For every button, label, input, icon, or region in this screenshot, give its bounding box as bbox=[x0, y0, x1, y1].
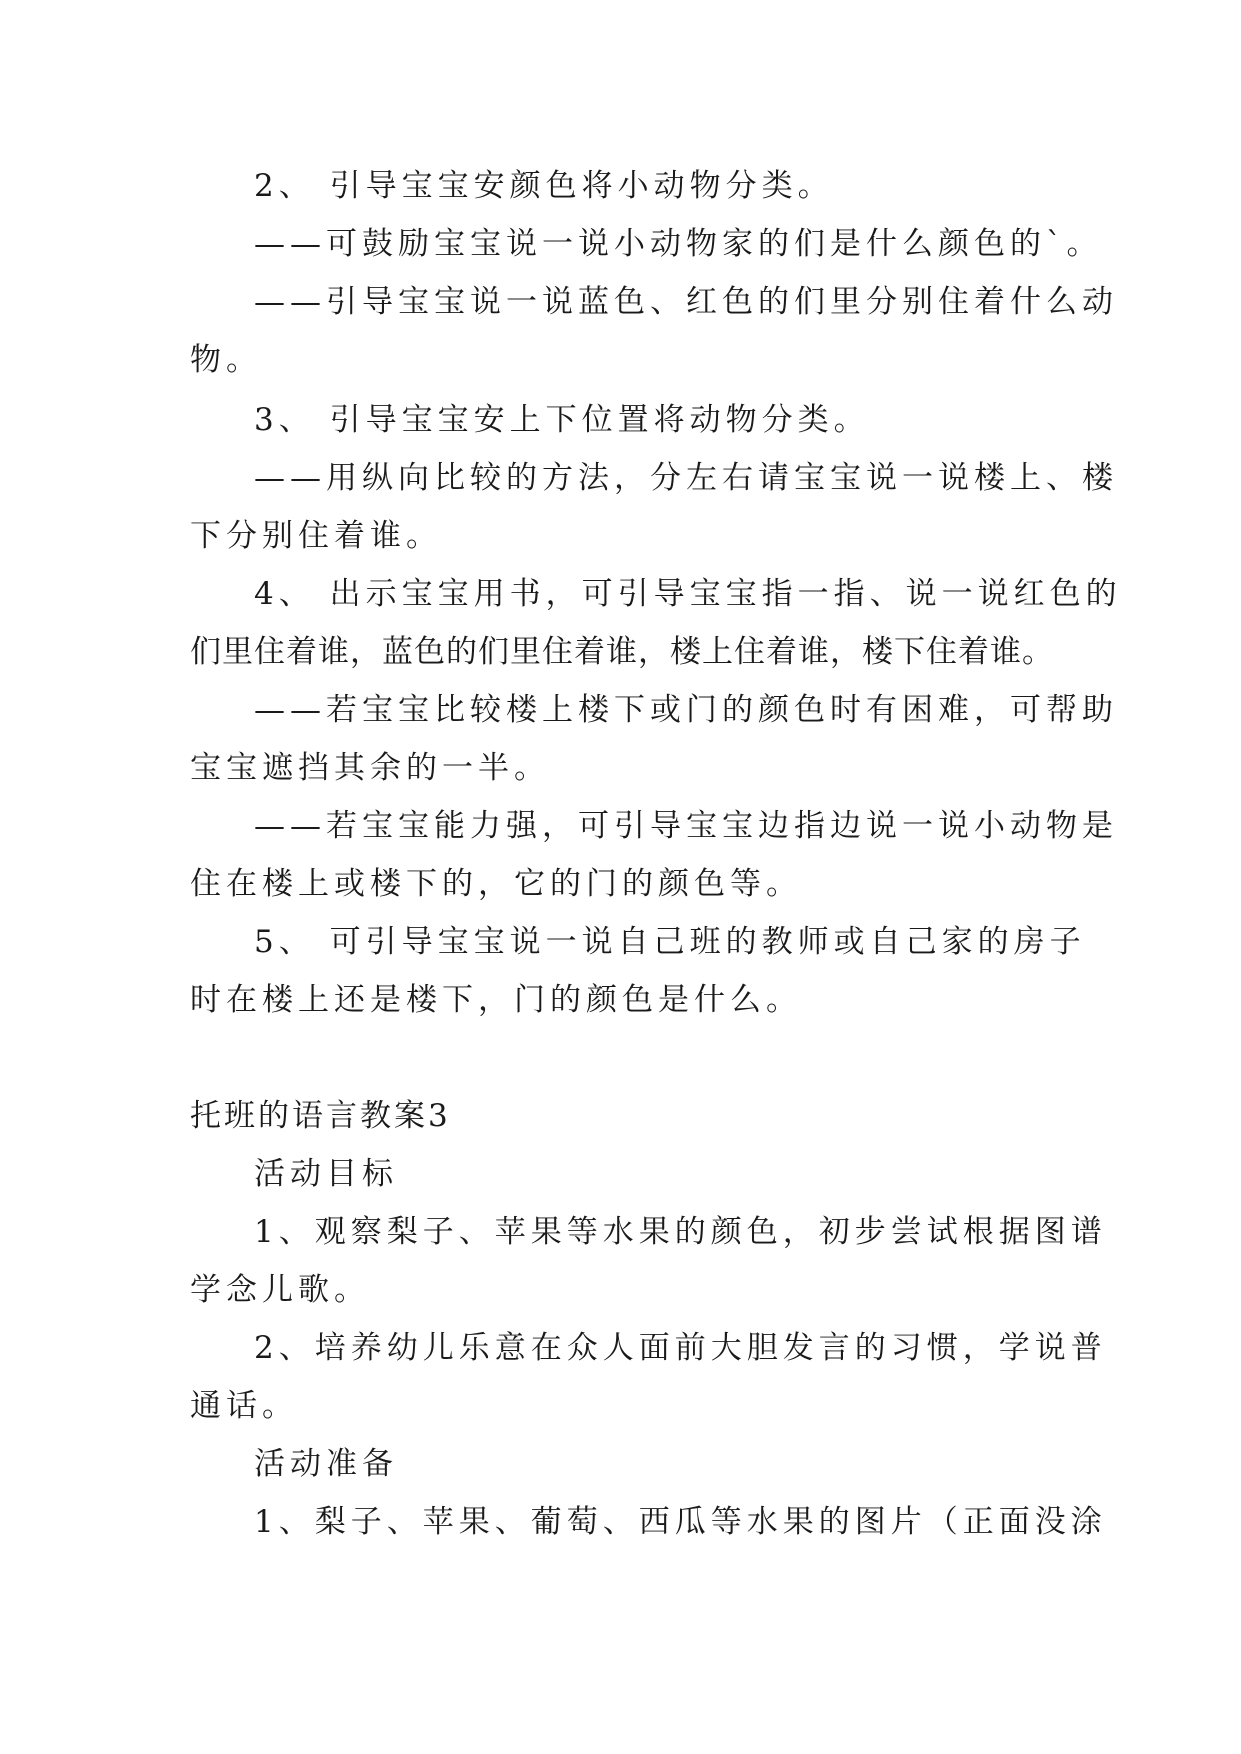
paragraph-line: 4、 出示宝宝用书，可引导宝宝指一指、说一说红色的 bbox=[254, 576, 1122, 612]
paragraph-line: 1、梨子、苹果、葡萄、西瓜等水果的图片（正面没涂 bbox=[254, 1504, 1107, 1540]
paragraph-line: 3、 引导宝宝安上下位置将动物分类。 bbox=[254, 402, 870, 438]
section-title: 托班的语言教案3 bbox=[190, 1098, 451, 1134]
paragraph-line: 们里住着谁，蓝色的们里住着谁，楼上住着谁，楼下住着谁。 bbox=[190, 634, 1054, 670]
paragraph-line: 5、 可引导宝宝说一说自己班的教师或自己家的房子 bbox=[254, 924, 1086, 960]
paragraph-line: 1、观察梨子、苹果等水果的颜色，初步尝试根据图谱 bbox=[254, 1214, 1107, 1250]
paragraph-line: 时在楼上还是楼下，门的颜色是什么。 bbox=[190, 982, 802, 1018]
paragraph-line: ——可鼓励宝宝说一说小动物家的们是什么颜色的`。 bbox=[254, 226, 1103, 262]
paragraph-line: 物。 bbox=[190, 342, 262, 378]
paragraph-line: 住在楼上或楼下的，它的门的颜色等。 bbox=[190, 866, 802, 902]
paragraph-line: ——若宝宝比较楼上楼下或门的颜色时有困难，可帮助 bbox=[254, 692, 1118, 728]
paragraph-line: 通话。 bbox=[190, 1388, 298, 1424]
subheading-line: 活动准备 bbox=[254, 1446, 398, 1482]
paragraph-line: ——若宝宝能力强，可引导宝宝边指边说一说小动物是 bbox=[254, 808, 1118, 844]
paragraph-line: 学念儿歌。 bbox=[190, 1272, 370, 1308]
subheading-line: 活动目标 bbox=[254, 1156, 398, 1192]
paragraph-line: 宝宝遮挡其余的一半。 bbox=[190, 750, 550, 786]
paragraph-line: 2、培养幼儿乐意在众人面前大胆发言的习惯，学说普 bbox=[254, 1330, 1107, 1366]
paragraph-line: 下分别住着谁。 bbox=[190, 518, 442, 554]
paragraph-line: ——引导宝宝说一说蓝色、红色的们里分别住着什么动 bbox=[254, 284, 1118, 320]
paragraph-line: ——用纵向比较的方法，分左右请宝宝说一说楼上、楼 bbox=[254, 460, 1118, 496]
paragraph-line: 2、 引导宝宝安颜色将小动物分类。 bbox=[254, 168, 834, 204]
